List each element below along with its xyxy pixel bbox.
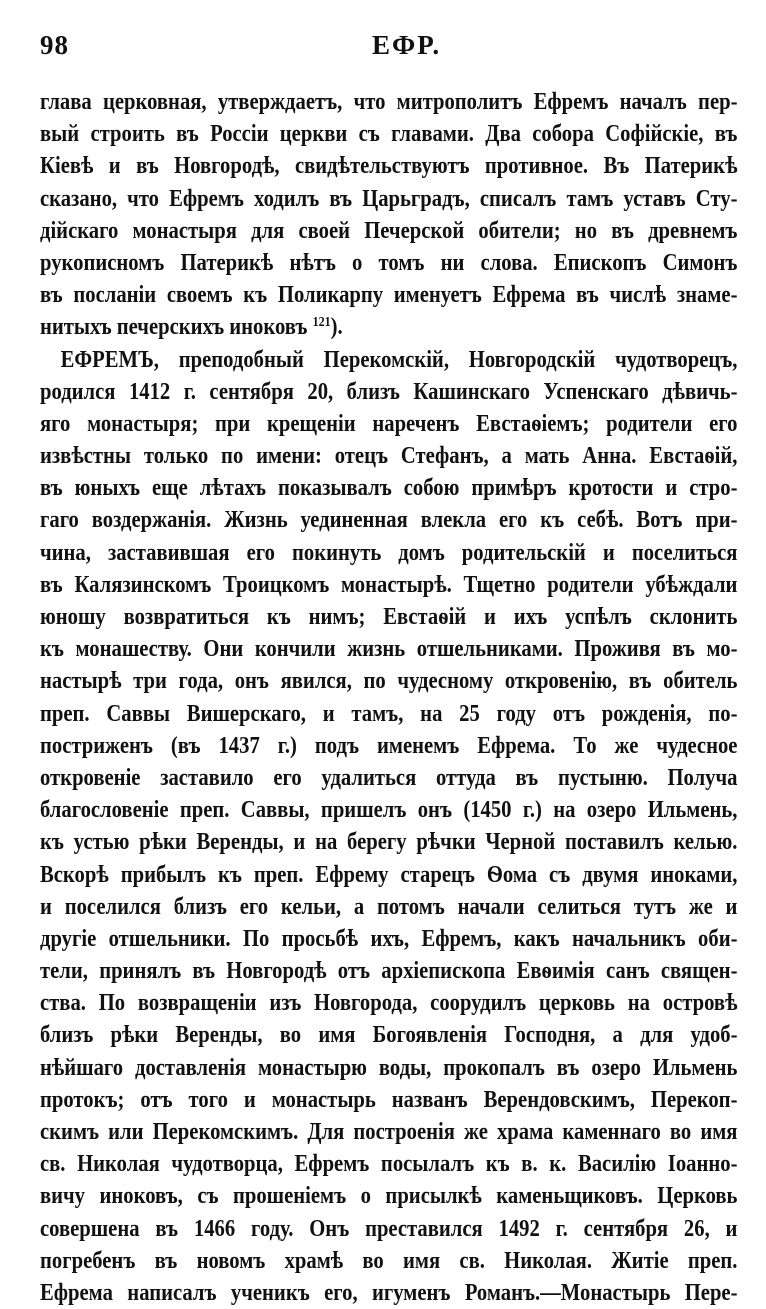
text-line: постриженъ (въ 1437 г.) подъ именемъ Ефрема. То же чудесное (40, 732, 738, 759)
text-line: дійскаго монастыря для своей Печерской обители; но въ древнемъ (40, 217, 738, 244)
text-line: къ устью рѣки Веренды, и на берегу рѣчки Черной поставилъ келью. (40, 829, 738, 856)
text-line: откровеніе заставило его удалиться оттуда въ пустыню. Получа (40, 764, 738, 791)
text-line: въ Калязинскомъ Троицкомъ монастырѣ. Тщетно родители убѣждали (40, 571, 738, 598)
text-line: вый строить въ Россіи церкви съ главами. Два собора Софійскіе, въ (40, 121, 738, 148)
text-line: въ посланіи своемъ къ Поликарпу именуетъ Ефрема въ числѣ знаме- (40, 282, 738, 309)
text-line: протокъ; отъ того и монастырь названъ Верендовскимъ, Перекоп- (40, 1086, 738, 1113)
text-line: чина, заставившая его покинуть домъ родительскій и поселиться (40, 539, 738, 566)
text-fragment: нитыхъ печерскихъ иноковъ (40, 314, 308, 341)
running-head (40, 30, 738, 70)
text-line: Ефрема написалъ ученикъ его, игуменъ Романъ.—Монастырь Пере- (40, 1279, 738, 1306)
text-line: родился 1412 г. сентября 20, близъ Кашинскаго Успенскаго дѣвичь- (40, 378, 738, 405)
text-line: юношу возвратиться къ нимъ; Евстаѳій и ихъ успѣлъ склонить (40, 604, 738, 630)
text-line: скимъ или Перекомскимъ. Для построенія же храма каменнаго во имя (40, 1119, 738, 1145)
text-line: гаго воздержанія. Жизнь уединенная влекла его къ себѣ. Вотъ при- (40, 507, 738, 534)
text-line: нѣйшаго доставленія монастырю воды, прокопалъ въ озеро Ильмень (40, 1054, 738, 1081)
text-line: Кіевѣ и въ Новгородѣ, свидѣтельствуютъ противное. Въ Патерикѣ (40, 153, 738, 180)
text-line: близъ рѣки Веренды, во имя Богоявленія Господня, а для удоб- (40, 1022, 738, 1049)
header-title: ЕФР. (372, 30, 442, 60)
text-line: вичу иноковъ, съ прошеніемъ о присылкѣ каменьщиковъ. Церковь (40, 1183, 738, 1210)
text-line: къ монашеству. Они кончили жизнь отшельниками. Проживя въ мо- (40, 636, 738, 663)
footnote-marker: 121 (312, 315, 331, 331)
text-line: глава церковная, утверждаетъ, что митрополитъ Ефремъ началъ пер- (40, 89, 738, 115)
footnote-close: ). (330, 314, 343, 341)
text-line: погребенъ въ новомъ храмѣ во имя св. Николая. Житіе преп. (40, 1247, 738, 1274)
text-line: благословеніе преп. Саввы, пришелъ онъ (1450 г.) на озеро Ильмень, (40, 797, 738, 824)
page-number: 98 (40, 30, 69, 60)
text-line: рукописномъ Патерикѣ нѣтъ о томъ ни слова. Епископъ Симонъ (40, 249, 738, 276)
text-line: сказано, что Ефремъ ходилъ въ Царьградъ, списалъ тамъ уставъ Сту- (40, 185, 738, 212)
text-line: Вскорѣ прибылъ къ преп. Ефрему старецъ Ѳома съ двумя иноками, (40, 861, 738, 888)
text-line: св. Николая чудотворца, Ефремъ посылалъ къ в. к. Василію Іоанно- (40, 1151, 738, 1178)
text-line: ства. По возвращеніи изъ Новгорода, соорудилъ церковь на островѣ (40, 990, 738, 1017)
body-text (40, 86, 738, 1309)
text-line: тели, принялъ въ Новгородѣ отъ архіепископа Евѳимія санъ священ- (40, 958, 738, 985)
text-line: въ юныхъ еще лѣтахъ показывалъ собою примѣръ кротости и стро- (40, 475, 738, 502)
text-line: совершена въ 1466 году. Онъ преставился 1492 г. сентября 26, и (40, 1215, 738, 1242)
paragraph-end-line (40, 311, 737, 343)
text-line: преп. Саввы Вишерскаго, и тамъ, на 25 году отъ рожденія, по- (40, 700, 738, 727)
text-line: ЕФРЕМЪ, преподобный Перекомскій, Новгородскій чудотворецъ, (60, 346, 738, 373)
text-line: и поселился близъ его кельи, а потомъ начали селиться тутъ же и (40, 893, 738, 920)
text-line: другіе отшельники. По просьбѣ ихъ, Ефремъ, какъ начальникъ оби- (40, 925, 738, 952)
text-line: яго монастыря; при крещеніи нареченъ Евстаѳіемъ; родители его (40, 410, 738, 437)
text-line: настырѣ три года, онъ явился, по чудесному откровенію, въ обитель (40, 668, 738, 695)
text-line: извѣстны только по имени: отецъ Стефанъ, а мать Анна. Евстаѳій, (40, 443, 738, 470)
